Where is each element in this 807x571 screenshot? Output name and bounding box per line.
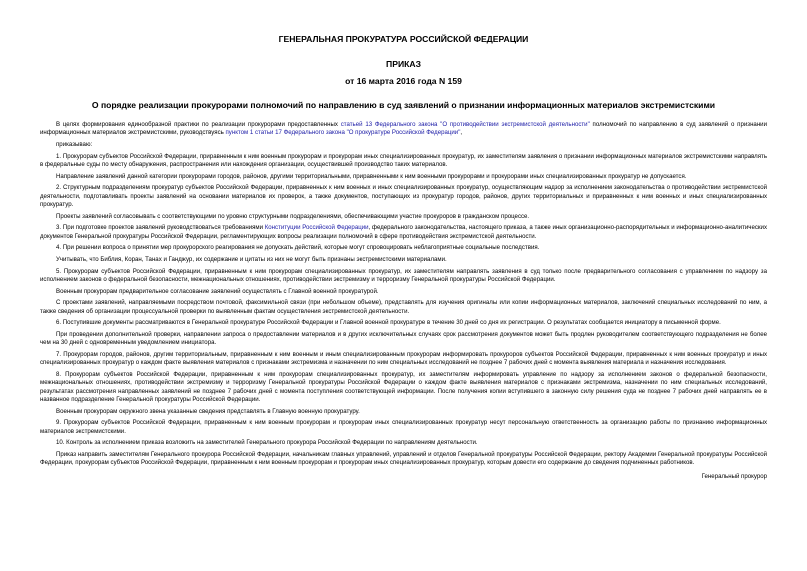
paragraph-1: 1. Прокурорам субъектов Российской Федерации, приравненным к ним военным прокурорам и прокурорам иных специализированных прокуратур, их заместителям заявления о признании информационных материалов экстремистскими направлять в федеральные суды по месту обнаружения, распространения или нахождения организации, осуществившей производство таких материалов.: [40, 152, 767, 168]
paragraph-8a: Военным прокурорам окружного звена указанные сведения представлять в Главную военную прокуратуру.: [56, 407, 360, 415]
law-extremism-link[interactable]: статьей 13 Федерального закона "О противодействии экстремистской деятельности": [340, 121, 590, 128]
constitution-link[interactable]: Конституции Российской Федерации: [264, 224, 369, 232]
issuing-organization: ГЕНЕРАЛЬНАЯ ПРОКУРАТУРА РОССИЙСКОЙ ФЕДЕРАЦИИ: [278, 34, 529, 44]
document-body: [40, 121, 767, 481]
paragraph-7: 7. Прокурорам городов, районов, другим территориальным, приравненным к ним военным и иным специализированным прокурорам информировать прокуроров субъектов Российской Федерации, приравненных к ним военных прокуратур и иных специализированных прокуратур о каждом факте выявления материалов с признаками экстремизма и назначении по ним специальных исследований не позднее 7 рабочих дней с момента выявления материала и назначения исследования.: [40, 351, 767, 367]
preamble-text-2: полномочий по направлению в суд заявлений о признании информационных материалов экстремистскими, руководствуясь: [40, 121, 767, 137]
document-type: ПРИКАЗ: [386, 59, 421, 69]
order-word: приказываю:: [56, 140, 93, 148]
paragraph-1a: Направление заявлений данной категории прокурорами городов, районов, другими территориальными, приравненными к ним военными прокурорами и прокурорами иных специализированных прокуратур не допускается.: [56, 172, 687, 180]
paragraph-8: 8. Прокурорам субъектов Российской Федерации, приравненным к ним прокурорам специализированных прокуратур, их заместителям информировать управление по надзору за исполнением законов о федеральной безопасности, межнациональных отношениях, противодействии экстремизму и терроризму Генеральной прокуратуры Российской Федерации о каждом факте выявления материалов с признаками экстремизма, назначении по ним специальных исследований, результатах рассмотрения направленных заявлений не позднее 7 рабочих дней с момента поступления соответствующей информации. После получения копии вступившего в законную силу решения суда не позднее 7 рабочих дней направлять ее в названное подразделение Генеральной прокуратуры Российской Федерации.: [40, 370, 767, 403]
law-prosecution-link[interactable]: пунктом 1 статьи 17 Федерального закона "О прокуратуре Российской Федерации": [225, 129, 461, 137]
document-title: О порядке реализации прокурорами полномочий по направлению в суд заявлений о признании информационных материалов экстремистскими: [91, 100, 716, 110]
paragraph-6: 6. Поступившие документы рассматриваются в Генеральной прокуратуре Российской Федерации и Главной военной прокуратуре в течение 30 дней со дня их регистрации. О результатах сообщается инициатору в письменной форме.: [56, 319, 721, 327]
paragraph-4a: Учитывать, что Библия, Коран, Танах и Ганджур, их содержание и цитаты из них не могут быть признаны экстремистскими материалами.: [56, 255, 447, 263]
paragraph-5b: С проектами заявлений, направляемыми посредством почтовой, факсимильной связи (при небольшом объеме), представлять для изучения оригиналы или копии информационных материалов, заключений специальных исследований по ним, а также сведения об организации процессуальной проверки по выявленным фактам осуществления экстремистской деятельности.: [40, 299, 767, 315]
paragraph-9: 9. Прокурорам субъектов Российской Федерации, приравненным к ним военным прокурорам и прокурорам иных специализированных прокуратур несут персональную ответственность за организацию работы по признанию информационных материалов экстремистскими.: [40, 419, 767, 435]
preamble-text-3: ,: [460, 129, 463, 137]
document-date-number: от 16 марта 2016 года N 159: [345, 76, 462, 86]
preamble-paragraph: [40, 121, 767, 138]
paragraph-6a: При проведении дополнительной проверки, направлении запроса о предоставлении материалов и в других исключительных случаях срок рассмотрения документов может быть продлен руководителем соответствующего подразделения не более чем на 30 дней с одновременным уведомлением инициатора.: [40, 331, 767, 347]
paragraph-3: [40, 224, 767, 241]
paragraph-3-text-1: 3. При подготовке проектов заявлений руководствоваться требованиями: [56, 224, 265, 232]
paragraph-11: Приказ направить заместителям Генерального прокурора Российской Федерации, начальникам главных управлений, управлений и отделов Генеральной прокуратуры Российской Федерации, ректору Академии Генеральной прокуратуры Российской Федерации, прокурорам субъектов Российской Федерации, приравненным к ним военным прокурорам и прокурорам иных специализированных прокуратур, которым довести его содержание до сведения подчиненных работников.: [40, 450, 767, 467]
signature-title: Генеральный прокурор: [701, 472, 767, 480]
paragraph-5: 5. Прокурорам субъектов Российской Федерации, приравненным к ним прокурорам специализированных прокуратур, их заместителям направлять заявления в суд только после предварительного согласования с управлением по надзору за исполнением законов о федеральной безопасности, межнациональных отношениях, противодействии экстремизму и терроризму Генеральной прокуратуры Российской Федерации.: [40, 267, 767, 283]
paragraph-2a: Проекты заявлений согласовывать с соответствующими по уровню структурными подразделениями, обеспечивающими участие прокуроров в гражданском процессе.: [56, 212, 530, 220]
paragraph-4: 4. При решении вопроса о принятии мер прокурорского реагирования не допускать действий, которые могут спровоцировать неблагоприятные социальные последствия.: [56, 244, 540, 252]
preamble-text-1: В целях формирования единообразной практики по реализации прокурорами предоставленных: [56, 121, 341, 128]
paragraph-3-text-2: , федерального законодательства, настоящего приказа, а также иных организационно-распорядительных и информационно-аналитических документов Генеральной прокуратуры Российской Федерации, регламентирующих вопросы реализации полномочий в сфере противодействия экстремистской деятельности.: [40, 224, 768, 240]
paragraph-10: 10. Контроль за исполнением приказа возложить на заместителей Генерального прокурора Российской Федерации по направлениям деятельности.: [56, 439, 478, 447]
paragraph-2: 2. Структурным подразделениям прокуратур субъектов Российской Федерации, приравненных к ним военных и иных специализированных прокуратур, осуществляющим надзор за исполнением законодательства о противодействии экстремистской деятельности, подготавливать проекты заявлений на основании материалов их проверок, а также документов, поступающих из прокуратур городов, районов, других территориальных и приравненных к ним военных и иных специализированных прокуратур.: [40, 184, 767, 208]
paragraph-5a: Военным прокурорам предварительное согласование заявлений осуществлять с Главной военной прокуратурой.: [56, 287, 379, 295]
